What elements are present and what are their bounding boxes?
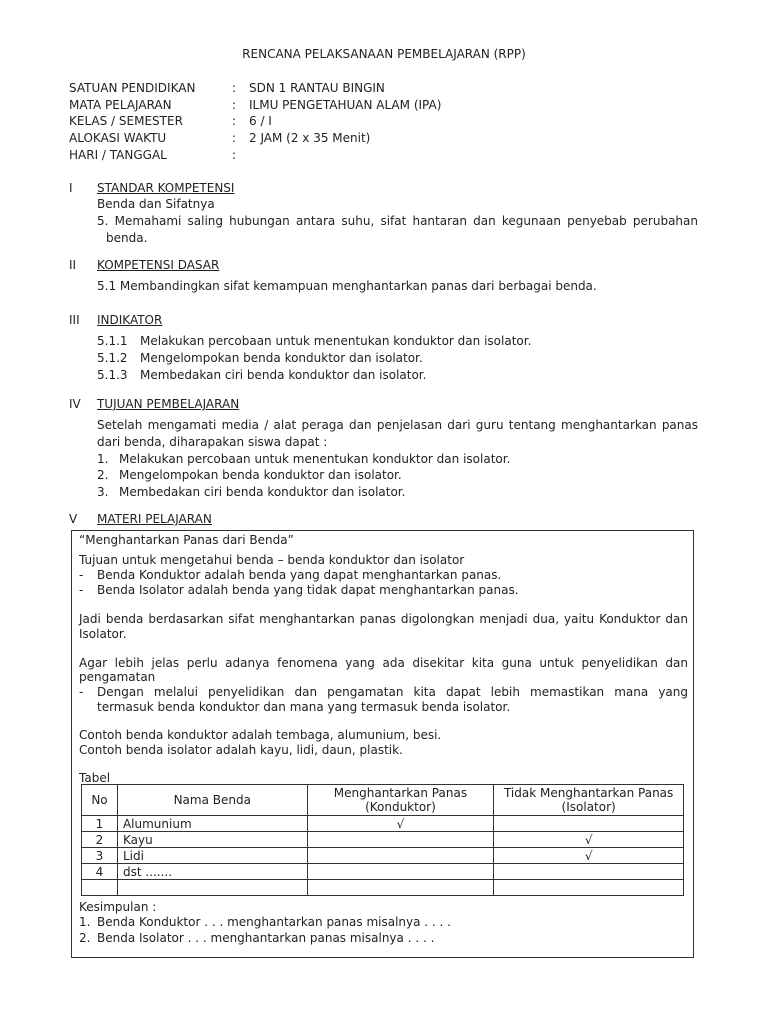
identity-value: 2 JAM (2 x 35 Menit) <box>249 131 371 145</box>
table-row <box>82 816 684 832</box>
header-isolator-line1: Tidak Menghantarkan Panas <box>503 786 674 800</box>
cell-konduktor <box>307 832 494 848</box>
list-number: 1. <box>79 915 91 929</box>
list-item: Mengelompokan benda konduktor dan isolator. <box>119 468 402 482</box>
indicator-text: Membedakan ciri benda konduktor dan isolator. <box>140 368 427 382</box>
indicator-code: 5.1.2 <box>97 351 128 365</box>
section-title: KOMPETENSI DASAR <box>97 258 220 272</box>
cell-konduktor <box>307 864 494 880</box>
identity-label: ALOKASI WAKTU <box>69 131 167 145</box>
paragraph-line: Jadi benda berdasarkan sifat menghantarkan panas digolongkan menjadi dua, yaitu Konduktor dan <box>79 612 688 626</box>
section-subtitle: Benda dan Sifatnya <box>97 197 215 211</box>
cell-isolator <box>494 864 684 880</box>
identity-colon: : <box>232 114 237 128</box>
section-number: II <box>69 258 77 272</box>
paragraph-line: pengamatan <box>79 670 156 684</box>
list-item: Dengan melalui penyelidikan dan pengamatan kita dapat lebih memastikan mana yang <box>97 685 688 699</box>
indicator-text: Melakukan percobaan untuk menentukan konduktor dan isolator. <box>140 334 532 348</box>
cell-no: 3 <box>82 848 118 864</box>
table-row <box>82 848 684 864</box>
paragraph-line: benda. <box>106 231 148 245</box>
identity-label: SATUAN PENDIDIKAN <box>69 81 196 95</box>
identity-value: 6 / I <box>249 114 272 128</box>
identity-colon: : <box>232 148 237 162</box>
cell-konduktor <box>307 848 494 864</box>
list-number: 1. <box>97 452 109 466</box>
identity-label: KELAS / SEMESTER <box>69 114 183 128</box>
materi-heading: “Menghantarkan Panas dari Benda” <box>79 533 294 547</box>
identity-colon: : <box>232 81 237 95</box>
table-label: Tabel <box>79 771 111 785</box>
cell-konduktor <box>307 880 494 896</box>
paragraph-line: Tujuan untuk mengetahui benda – benda konduktor dan isolator <box>79 553 465 567</box>
materi-table <box>81 784 684 896</box>
paragraph-line: dari benda, diharapakan siswa dapat : <box>97 435 328 449</box>
identity-label: MATA PELAJARAN <box>69 98 172 112</box>
header-isolator-line2: (Isolator) <box>561 800 616 814</box>
table-row <box>82 832 684 848</box>
paragraph-line: Contoh benda konduktor adalah tembaga, alumunium, besi. <box>79 728 442 742</box>
list-item: Benda Isolator adalah benda yang tidak dapat menghantarkan panas. <box>97 583 519 597</box>
list-number: 3. <box>97 485 109 499</box>
identity-value: ILMU PENGETAHUAN ALAM (IPA) <box>249 98 442 112</box>
page-title: RENCANA PELAKSANAAN PEMBELAJARAN (RPP) <box>242 47 526 61</box>
cell-nama: Kayu <box>117 832 307 848</box>
cell-no <box>82 880 118 896</box>
section-title: MATERI PELAJARAN <box>97 512 212 526</box>
header-konduktor-line2: (Konduktor) <box>365 800 436 814</box>
list-item: Membedakan ciri benda konduktor dan isolator. <box>119 485 406 499</box>
section-title: INDIKATOR <box>97 313 163 327</box>
paragraph-line: 5.1 Membandingkan sifat kemampuan menghantarkan panas dari berbagai benda. <box>97 279 597 293</box>
identity-label: HARI / TANGGAL <box>69 148 167 162</box>
table-row <box>82 864 684 880</box>
cell-nama <box>117 880 307 896</box>
indicator-code: 5.1.1 <box>97 334 128 348</box>
list-item: termasuk benda konduktor dan mana yang termasuk benda isolator. <box>97 700 511 714</box>
paragraph-line: Contoh benda isolator adalah kayu, lidi, daun, plastik. <box>79 743 403 757</box>
cell-isolator: √ <box>494 832 684 848</box>
cell-nama: dst ....... <box>117 864 307 880</box>
list-item: Benda Konduktor . . . menghantarkan panas misalnya . . . . <box>97 915 451 929</box>
cell-no: 4 <box>82 864 118 880</box>
dash-bullet: - <box>79 583 84 597</box>
paragraph-line: Isolator. <box>79 627 127 641</box>
cell-isolator: √ <box>494 848 684 864</box>
section-number: III <box>69 313 80 327</box>
section-number: V <box>69 512 78 526</box>
paragraph-line: 5. Memahami saling hubungan antara suhu, sifat hantaran dan kegunaan penyebab perubahan <box>97 214 698 228</box>
dash-bullet: - <box>79 685 84 699</box>
section-number: IV <box>69 397 81 411</box>
header-isolator <box>494 785 684 816</box>
header-konduktor <box>307 785 494 816</box>
identity-colon: : <box>232 131 237 145</box>
indicator-code: 5.1.3 <box>97 368 128 382</box>
paragraph-line: Setelah mengamati media / alat peraga dan penjelasan dari guru tentang menghantarkan panas <box>97 418 698 432</box>
list-number: 2. <box>97 468 109 482</box>
header-nama-benda: Nama Benda <box>117 785 307 816</box>
dash-bullet: - <box>79 568 84 582</box>
list-number: 2. <box>79 931 91 945</box>
cell-isolator <box>494 880 684 896</box>
list-item: Benda Konduktor adalah benda yang dapat menghantarkan panas. <box>97 568 502 582</box>
list-item: Benda Isolator . . . menghantarkan panas misalnya . . . . <box>97 931 435 945</box>
identity-colon: : <box>232 98 237 112</box>
cell-no: 1 <box>82 816 118 832</box>
indicator-text: Mengelompokan benda konduktor dan isolator. <box>140 351 423 365</box>
table-row <box>82 880 684 896</box>
cell-nama: Lidi <box>117 848 307 864</box>
header-konduktor-line1: Menghantarkan Panas <box>333 786 468 800</box>
header-no: No <box>82 785 118 816</box>
section-title: TUJUAN PEMBELAJARAN <box>97 397 240 411</box>
list-item: Melakukan percobaan untuk menentukan konduktor dan isolator. <box>119 452 511 466</box>
cell-nama: Alumunium <box>117 816 307 832</box>
section-number: I <box>69 181 73 195</box>
paragraph-line: Agar lebih jelas perlu adanya fenomena yang ada disekitar kita guna untuk penyelidikan dan <box>79 656 688 670</box>
cell-konduktor: √ <box>307 816 494 832</box>
cell-no: 2 <box>82 832 118 848</box>
kesimpulan-label: Kesimpulan : <box>79 900 157 914</box>
cell-isolator <box>494 816 684 832</box>
table-header-row <box>82 785 684 816</box>
identity-value: SDN 1 RANTAU BINGIN <box>249 81 385 95</box>
section-title: STANDAR KOMPETENSI <box>97 181 235 195</box>
